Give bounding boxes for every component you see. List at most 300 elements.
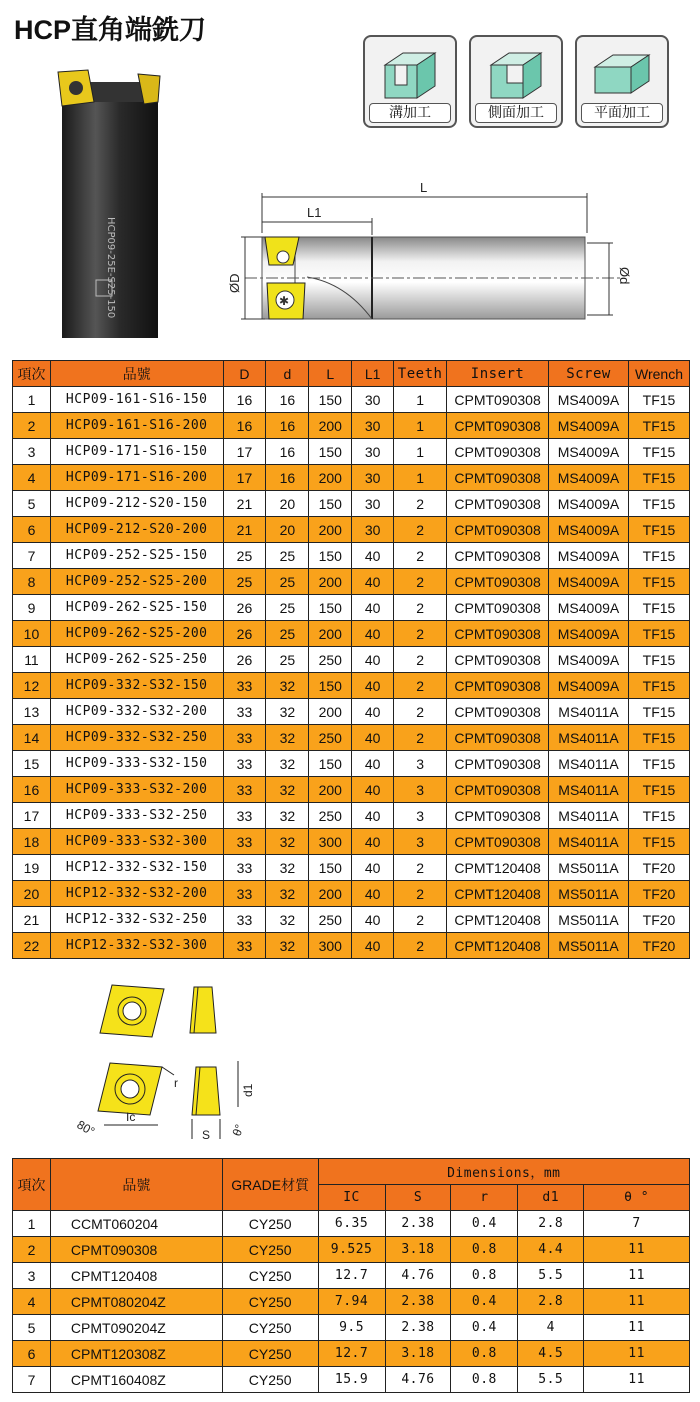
cell-insert: CPMT120408 [447,855,549,881]
cell-D: 33 [223,699,266,725]
cell-s: 3.18 [385,1237,451,1263]
cell-part: HCP09-332-S32-200 [50,699,223,725]
cell-d: 20 [266,491,309,517]
cell-d: 32 [266,673,309,699]
cell-item: 4 [13,465,51,491]
cell-insert: CPMT090308 [447,725,549,751]
table-row [13,803,690,829]
cell-L1: 40 [352,855,394,881]
cell-ic: 7.94 [318,1289,385,1315]
operation-slot [363,35,457,128]
label-theta: θ° [229,1122,247,1139]
cell-insert: CPMT090308 [447,595,549,621]
cell-wrench: TF15 [628,413,689,439]
cell-L: 150 [309,439,352,465]
label-angle: 80° [74,1117,98,1139]
cell-wrench: TF15 [628,699,689,725]
cell-insert: CPMT090308 [447,413,549,439]
technical-drawing [225,175,635,325]
table-header-row [13,1159,690,1185]
table-row [13,725,690,751]
table-row [13,1367,690,1393]
insert-diagram [70,975,290,1145]
cell-wrench: TF15 [628,829,689,855]
cell-D: 33 [223,725,266,751]
cell-wrench: TF15 [628,803,689,829]
cell-teeth: 2 [394,595,447,621]
cell-D: 33 [223,881,266,907]
cell-L1: 40 [352,881,394,907]
cell-wrench: TF15 [628,543,689,569]
cell-part: HCP12-332-S32-300 [50,933,223,959]
cell-d: 32 [266,907,309,933]
cell-d: 32 [266,881,309,907]
cell-L: 150 [309,387,352,413]
cell-d1: 5.5 [518,1263,584,1289]
cell-wrench: TF20 [628,855,689,881]
cell-L: 200 [309,881,352,907]
cell-L1: 40 [352,751,394,777]
table-row [13,699,690,725]
cell-screw: MS4009A [549,413,629,439]
cell-part: HCP09-333-S32-250 [50,803,223,829]
cell-screw: MS4009A [549,673,629,699]
cell-part: CPMT120408 [50,1263,222,1289]
cell-insert: CPMT090308 [447,569,549,595]
table-row [13,1237,690,1263]
cell-insert: CPMT090308 [447,439,549,465]
cell-D: 26 [223,647,266,673]
table-row [13,1341,690,1367]
cell-L: 200 [309,517,352,543]
cell-insert: CPMT090308 [447,465,549,491]
cell-d: 16 [266,387,309,413]
cell-teeth: 3 [394,803,447,829]
table-row [13,907,690,933]
page-title: HCP直角端銑刀 [14,15,207,45]
cell-teeth: 2 [394,517,447,543]
cell-teeth: 2 [394,647,447,673]
cell-teeth: 1 [394,387,447,413]
cell-wrench: TF15 [628,621,689,647]
col-item: 項次 [13,361,51,387]
cell-L: 150 [309,595,352,621]
cell-teeth: 2 [394,673,447,699]
cell-L: 200 [309,621,352,647]
cell-part: HCP09-171-S16-200 [50,465,223,491]
cell-d: 16 [266,439,309,465]
cell-d: 32 [266,933,309,959]
cell-theta: 11 [584,1315,690,1341]
cell-insert: CPMT120408 [447,881,549,907]
cell-teeth: 3 [394,751,447,777]
cell-part: HCP09-171-S16-150 [50,439,223,465]
cell-item: 21 [13,907,51,933]
cell-D: 21 [223,517,266,543]
operation-label: 側面加工 [475,103,557,123]
cell-teeth: 1 [394,439,447,465]
cell-r: 0.4 [451,1289,518,1315]
cutter-table [12,360,690,959]
cell-part: HCP09-333-S32-300 [50,829,223,855]
col-grade: GRADE材質 [222,1159,318,1211]
cell-screw: MS4009A [549,465,629,491]
label-r: r [174,1076,178,1090]
cell-item: 3 [13,439,51,465]
table-row [13,491,690,517]
cell-screw: MS4011A [549,777,629,803]
cell-screw: MS5011A [549,933,629,959]
table-row [13,439,690,465]
cell-item: 19 [13,855,51,881]
cell-grade: CY250 [222,1341,318,1367]
cell-teeth: 2 [394,933,447,959]
cell-part: HCP09-332-S32-250 [50,725,223,751]
cell-part: HCP09-332-S32-150 [50,673,223,699]
cell-d: 32 [266,725,309,751]
cell-d: 32 [266,751,309,777]
cell-screw: MS4009A [549,595,629,621]
cell-wrench: TF15 [628,569,689,595]
cell-grade: CY250 [222,1237,318,1263]
cell-L: 200 [309,413,352,439]
cell-part: CCMT060204 [50,1211,222,1237]
cell-ic: 9.5 [318,1315,385,1341]
cell-item: 6 [13,517,51,543]
cell-L: 150 [309,673,352,699]
cell-insert: CPMT090308 [447,751,549,777]
cell-r: 0.8 [451,1341,518,1367]
cell-L1: 40 [352,543,394,569]
cell-wrench: TF20 [628,907,689,933]
cell-d1: 4 [518,1315,584,1341]
cell-screw: MS4009A [549,439,629,465]
cell-L: 150 [309,543,352,569]
cell-theta: 11 [584,1237,690,1263]
cell-part: HCP09-161-S16-200 [50,413,223,439]
cell-part: HCP12-332-S32-150 [50,855,223,881]
cell-r: 0.4 [451,1315,518,1341]
cell-part: HCP09-262-S25-250 [50,647,223,673]
cell-d: 25 [266,647,309,673]
cell-insert: CPMT090308 [447,803,549,829]
cell-d1: 4.5 [518,1341,584,1367]
table-row [13,1211,690,1237]
col-item: 項次 [13,1159,51,1211]
cell-item: 16 [13,777,51,803]
cell-screw: MS4009A [549,647,629,673]
cell-L1: 40 [352,595,394,621]
cell-d: 20 [266,517,309,543]
cell-insert: CPMT090308 [447,829,549,855]
cell-screw: MS5011A [549,881,629,907]
cell-d1: 5.5 [518,1367,584,1393]
cell-part: HCP09-333-S32-200 [50,777,223,803]
table-row [13,387,690,413]
cell-item: 1 [13,387,51,413]
table-row [13,855,690,881]
cell-D: 33 [223,673,266,699]
cell-D: 26 [223,621,266,647]
cell-r: 0.8 [451,1237,518,1263]
cell-D: 33 [223,803,266,829]
cell-item: 18 [13,829,51,855]
cell-wrench: TF20 [628,881,689,907]
cell-D: 33 [223,933,266,959]
cell-teeth: 1 [394,413,447,439]
cell-part: CPMT090204Z [50,1315,222,1341]
cell-wrench: TF15 [628,725,689,751]
cell-insert: CPMT120408 [447,933,549,959]
cell-screw: MS4009A [549,491,629,517]
cell-D: 33 [223,829,266,855]
cell-insert: CPMT090308 [447,673,549,699]
cell-item: 5 [13,491,51,517]
col-screw: Screw [549,361,629,387]
photo-marking: HCP09-25E-S25-150 [105,217,116,319]
cell-D: 33 [223,907,266,933]
table-row [13,933,690,959]
slot-icon [375,43,445,103]
table-header-row [13,361,690,387]
cell-teeth: 2 [394,725,447,751]
cell-part: HCP09-262-S25-150 [50,595,223,621]
cell-teeth: 2 [394,491,447,517]
cell-part: HCP09-212-S20-150 [50,491,223,517]
cell-ic: 6.35 [318,1211,385,1237]
cell-ic: 9.525 [318,1237,385,1263]
cell-r: 0.4 [451,1211,518,1237]
cell-d: 16 [266,465,309,491]
col-r: r [451,1185,518,1211]
cell-part: HCP09-252-S25-150 [50,543,223,569]
cell-screw: MS4011A [549,803,629,829]
cell-item: 15 [13,751,51,777]
cell-item: 3 [13,1263,51,1289]
operation-side [469,35,563,128]
cell-wrench: TF15 [628,673,689,699]
cell-L1: 40 [352,803,394,829]
table-row [13,829,690,855]
cell-screw: MS4011A [549,751,629,777]
cell-grade: CY250 [222,1315,318,1341]
cell-s: 4.76 [385,1367,451,1393]
cell-L: 300 [309,933,352,959]
cell-screw: MS4011A [549,829,629,855]
cell-grade: CY250 [222,1367,318,1393]
table-row [13,647,690,673]
col-part: 品號 [50,361,223,387]
cell-screw: MS4009A [549,543,629,569]
cell-item: 2 [13,413,51,439]
cell-part: CPMT090308 [50,1237,222,1263]
cell-d: 25 [266,543,309,569]
operation-label: 溝加工 [369,103,451,123]
col-insert: Insert [447,361,549,387]
cell-D: 25 [223,543,266,569]
cell-D: 33 [223,855,266,881]
cell-d1: 2.8 [518,1211,584,1237]
cell-ic: 12.7 [318,1263,385,1289]
cell-insert: CPMT090308 [447,491,549,517]
col-L1: L1 [352,361,394,387]
cell-item: 4 [13,1289,51,1315]
cell-item: 11 [13,647,51,673]
cell-teeth: 2 [394,699,447,725]
cell-item: 22 [13,933,51,959]
cell-L: 200 [309,699,352,725]
cell-teeth: 3 [394,829,447,855]
cell-teeth: 3 [394,777,447,803]
cell-screw: MS5011A [549,907,629,933]
table-row [13,595,690,621]
cell-L: 200 [309,465,352,491]
cell-part: HCP12-332-S32-250 [50,907,223,933]
cell-s: 2.38 [385,1289,451,1315]
cell-D: 26 [223,595,266,621]
cell-D: 17 [223,439,266,465]
cell-L1: 30 [352,517,394,543]
cell-item: 7 [13,543,51,569]
cell-item: 7 [13,1367,51,1393]
table-row [13,569,690,595]
cell-insert: CPMT090308 [447,621,549,647]
table-row [13,1289,690,1315]
cell-d1: 4.4 [518,1237,584,1263]
table-row [13,543,690,569]
cell-screw: MS4009A [549,387,629,413]
svg-text:✱: ✱ [279,294,290,308]
cell-grade: CY250 [222,1289,318,1315]
cell-L1: 40 [352,647,394,673]
insert-table [12,1158,690,1393]
cell-L: 150 [309,751,352,777]
product-photo [48,62,166,338]
cell-D: 21 [223,491,266,517]
table-row [13,1263,690,1289]
col-theta: θ ° [584,1185,690,1211]
cell-L1: 30 [352,491,394,517]
cell-insert: CPMT120408 [447,907,549,933]
table-row [13,1315,690,1341]
cell-teeth: 2 [394,907,447,933]
operation-label: 平面加工 [581,103,663,123]
cell-wrench: TF15 [628,777,689,803]
cell-item: 2 [13,1237,51,1263]
dim-D: ØD [227,273,242,293]
cell-screw: MS4009A [549,517,629,543]
cell-d: 32 [266,699,309,725]
cell-L1: 40 [352,777,394,803]
dim-d: Ød [617,267,632,285]
cell-teeth: 1 [394,465,447,491]
cell-screw: MS5011A [549,855,629,881]
col-ic: IC [318,1185,385,1211]
col-dimensions: Dimensions，mm [318,1159,689,1185]
cell-D: 16 [223,387,266,413]
cell-item: 14 [13,725,51,751]
label-ic: Ic [126,1110,136,1124]
cell-d: 25 [266,621,309,647]
cell-L1: 40 [352,907,394,933]
cell-L: 250 [309,803,352,829]
col-part: 品號 [50,1159,222,1211]
cell-d: 32 [266,829,309,855]
col-teeth: Teeth [394,361,447,387]
cell-L1: 40 [352,621,394,647]
cell-d1: 2.8 [518,1289,584,1315]
cell-r: 0.8 [451,1263,518,1289]
table-row [13,413,690,439]
cell-screw: MS4009A [549,569,629,595]
cell-part: CPMT080204Z [50,1289,222,1315]
cell-item: 12 [13,673,51,699]
cell-theta: 11 [584,1263,690,1289]
table-row [13,777,690,803]
cell-screw: MS4011A [549,725,629,751]
cell-item: 17 [13,803,51,829]
cell-wrench: TF15 [628,517,689,543]
cell-insert: CPMT090308 [447,517,549,543]
cell-part: CPMT120308Z [50,1341,222,1367]
table-row [13,465,690,491]
cell-insert: CPMT090308 [447,777,549,803]
table-row [13,751,690,777]
cell-theta: 11 [584,1341,690,1367]
table-row [13,673,690,699]
cell-L: 150 [309,491,352,517]
cell-L: 200 [309,569,352,595]
col-L: L [309,361,352,387]
cell-L1: 40 [352,725,394,751]
cell-theta: 11 [584,1289,690,1315]
cell-L1: 40 [352,569,394,595]
cell-wrench: TF20 [628,933,689,959]
cell-d: 32 [266,803,309,829]
cell-teeth: 2 [394,621,447,647]
cell-d: 32 [266,855,309,881]
cell-L: 250 [309,725,352,751]
cell-insert: CPMT090308 [447,387,549,413]
cell-D: 17 [223,465,266,491]
cell-grade: CY250 [222,1211,318,1237]
cell-L1: 40 [352,699,394,725]
cell-s: 2.38 [385,1315,451,1341]
col-d1: d1 [518,1185,584,1211]
cell-wrench: TF15 [628,647,689,673]
cell-insert: CPMT090308 [447,647,549,673]
cell-L: 150 [309,855,352,881]
cell-item: 1 [13,1211,51,1237]
table-row [13,517,690,543]
cell-part: HCP09-262-S25-200 [50,621,223,647]
cell-item: 6 [13,1341,51,1367]
cell-D: 33 [223,777,266,803]
cell-theta: 7 [584,1211,690,1237]
col-wrench: Wrench [628,361,689,387]
col-s: S [385,1185,451,1211]
cell-L1: 40 [352,673,394,699]
cell-D: 25 [223,569,266,595]
operation-face [575,35,669,128]
cell-L1: 40 [352,829,394,855]
cell-grade: CY250 [222,1263,318,1289]
dim-L1: L1 [307,205,322,220]
cell-D: 33 [223,751,266,777]
cell-ic: 12.7 [318,1341,385,1367]
cell-d: 25 [266,595,309,621]
cell-part: HCP09-333-S32-150 [50,751,223,777]
